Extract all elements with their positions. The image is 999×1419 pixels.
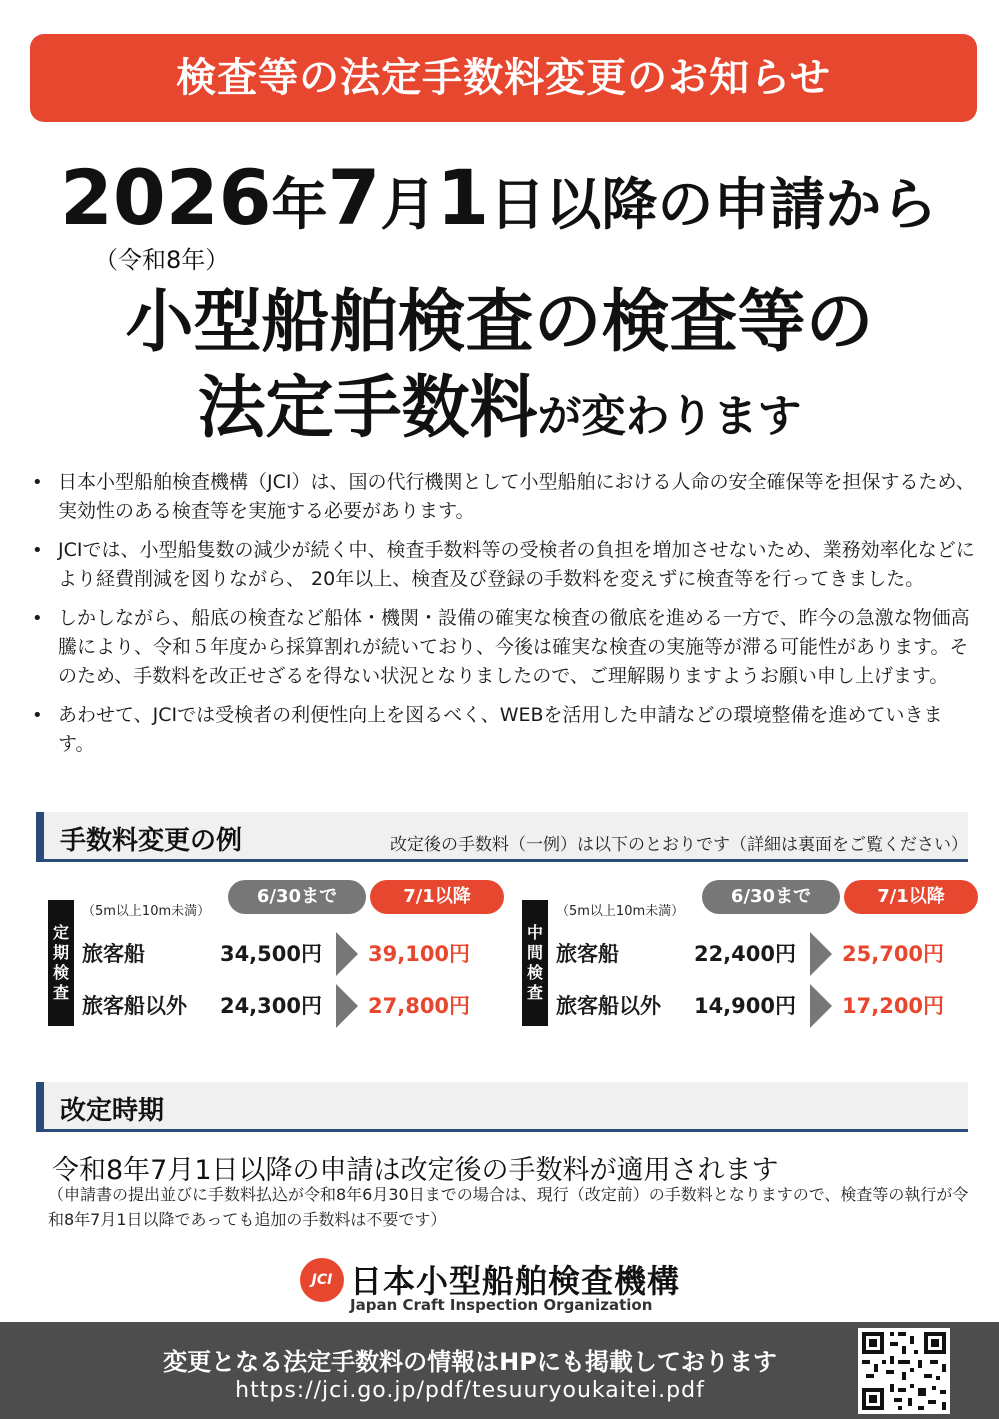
era-note: （令和8年）	[94, 246, 230, 274]
headline-year: 2026	[60, 153, 272, 242]
label-char: 中	[526, 923, 543, 942]
section-title: 改定時期	[60, 1096, 165, 1126]
vessel-type: 旅客船以外	[82, 994, 187, 1018]
headline-line3	[0, 368, 999, 450]
list-item: • あわせて、JCIでは受検者の利便性向上を図るべく、WEBを活用した申請などの環境整備を進めていきます。	[30, 701, 975, 759]
organization-name-jp: 日本小型船舶検査機構	[350, 1262, 681, 1300]
revision-main-note: 令和8年7月1日以降の申請は改定後の手数料が適用されます	[52, 1155, 779, 1186]
jci-logo-icon: JCI	[300, 1258, 344, 1302]
vessel-type: 旅客船以外	[556, 994, 661, 1018]
headline-date	[60, 153, 960, 242]
headline-line3-rest: が変わります	[537, 391, 802, 442]
fee-row	[556, 984, 986, 1024]
fee-before: 22,400円	[693, 942, 796, 966]
size-note: （5m以上10m未満）	[556, 904, 685, 919]
revision-section-header	[36, 1082, 968, 1132]
headline-day: 1	[436, 153, 490, 242]
fee-before: 34,500円	[219, 942, 322, 966]
qr-code-icon[interactable]	[858, 1328, 950, 1414]
inspection-type-label	[522, 900, 548, 1026]
fee-row	[556, 932, 986, 972]
fee-row	[82, 984, 512, 1024]
footer-message: 変更となる法定手数料の情報はHPにも掲載しております	[163, 1348, 777, 1376]
label-char: 検	[526, 963, 543, 982]
headline-suffix: 以降の申請から	[545, 173, 938, 238]
headline-year-unit: 年	[271, 173, 328, 238]
headline-day-unit: 日	[489, 173, 546, 238]
organization-name-en: Japan Craft Inspection Organization	[350, 1296, 653, 1314]
fee-after: 39,100円	[368, 942, 471, 966]
headline-month: 7	[327, 153, 381, 242]
fee-after: 17,200円	[842, 994, 945, 1018]
list-item: • JCIでは、小型船隻数の減少が続く中、検査手数料等の受検者の負担を増加させないため、業務効率化などにより経費削減を図りながら、 20年以上、検査及び登録の手数料を変えずに検査等を行ってきました。	[30, 536, 975, 594]
section-title: 手数料変更の例	[60, 826, 243, 856]
list-item: • しかしながら、船底の検査など船体・機関・設備の確実な検査の徹底を進める一方で、昨今の急激な物価高騰により、令和５年度から採算割れが続いており、今後は確実な検査の実施等が滞る可能性があります。そのため、手数料を改正せざるを得ない状況となりましたので、ご理解賜りますようお願い申し上げます。	[30, 604, 975, 691]
footer-url[interactable]: https://jci.go.jp/pdf/tesuuryoukaitei.pdf	[235, 1378, 705, 1403]
organization-logo	[300, 1254, 700, 1318]
inspection-type-label	[48, 900, 74, 1026]
arrow-right-icon	[336, 984, 358, 1028]
fee-before: 14,900円	[693, 994, 796, 1018]
label-char: 期	[52, 943, 69, 962]
list-item: • 日本小型船舶検査機構（JCI）は、国の代行機関として小型船舶における人命の安全確保等を担保するため、実効性のある検査等を実施する必要があります。	[30, 468, 975, 526]
explanation-list	[30, 468, 975, 769]
arrow-right-icon	[810, 932, 832, 976]
fee-row	[82, 932, 512, 972]
vessel-type: 旅客船	[82, 942, 145, 966]
fee-block-intermediate	[522, 880, 982, 1030]
section-note: 改定後の手数料（一例）は以下のとおりです（詳細は裏面をご覧ください）	[390, 835, 968, 855]
fee-after: 25,700円	[842, 942, 945, 966]
notice-banner: 検査等の法定手数料変更のお知らせ	[30, 34, 977, 122]
footer-bar	[0, 1322, 999, 1419]
after-date-pill: 7/1以降	[844, 880, 978, 914]
label-char: 査	[52, 983, 69, 1002]
label-char: 検	[52, 963, 69, 982]
headline-month-unit: 月	[380, 173, 437, 238]
label-char: 間	[526, 943, 543, 962]
fee-before: 24,300円	[219, 994, 322, 1018]
vessel-type: 旅客船	[556, 942, 619, 966]
after-date-pill: 7/1以降	[370, 880, 504, 914]
fee-section-header	[36, 812, 968, 862]
arrow-right-icon	[810, 984, 832, 1028]
arrow-right-icon	[336, 932, 358, 976]
before-date-pill: 6/30まで	[702, 880, 840, 914]
fee-block-periodic	[48, 880, 508, 1030]
label-char: 査	[526, 983, 543, 1002]
fee-after: 27,800円	[368, 994, 471, 1018]
headline-line2: 小型船舶検査の検査等の	[125, 283, 874, 362]
headline-line3-bold: 法定手数料	[197, 369, 538, 448]
label-char: 定	[52, 923, 69, 942]
size-note: （5m以上10m未満）	[82, 904, 211, 919]
before-date-pill: 6/30まで	[228, 880, 366, 914]
revision-sub-note: （申請書の提出並びに手数料払込が令和8年6月30日までの場合は、現行（改定前）の手数料となりますので、検査等の執行が令和8年7月1日以降であっても追加の手数料は不要です）	[48, 1185, 969, 1229]
